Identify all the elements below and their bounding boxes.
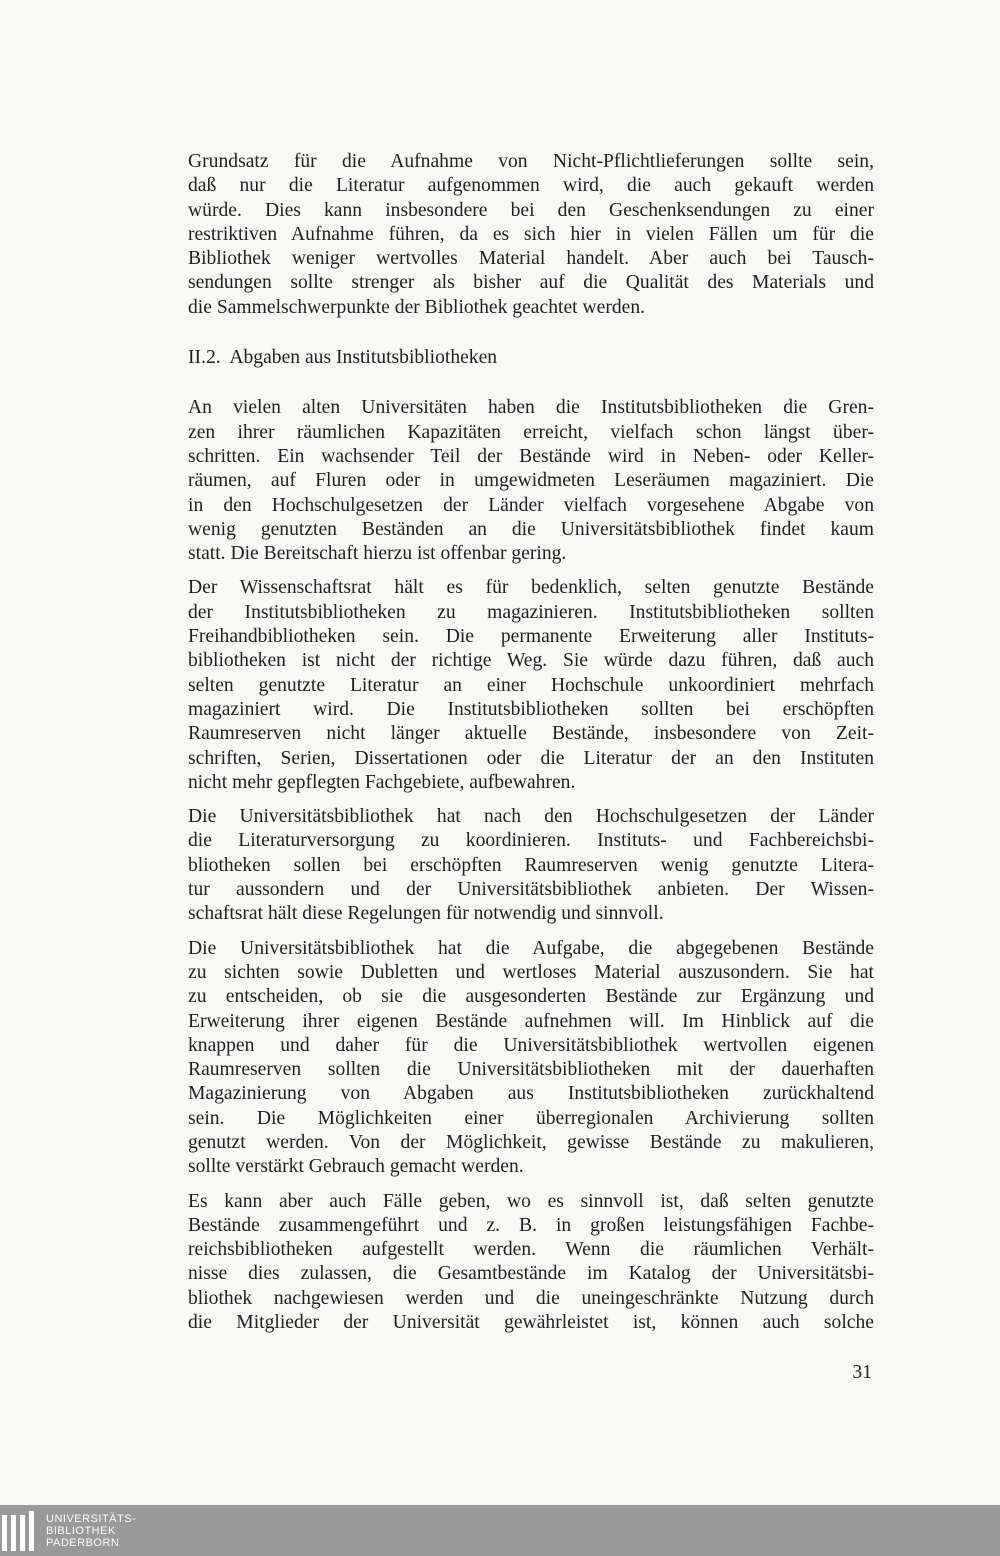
text-line: schriften, Serien, Dissertationen oder die Literatur der an den Instituten	[188, 747, 874, 769]
text-line: zu sichten sowie Dubletten und wertloses Material auszusondern. Sie hat	[188, 961, 874, 983]
text-line: Raumreserven sollten die Universitätsbibliotheken mit der dauerhaften	[188, 1059, 874, 1081]
text-line: nisse dies zulassen, die Gesamtbestände im Katalog der Universitätsbi-	[188, 1263, 874, 1285]
logo-line: UNIVERSITÄTS-	[46, 1512, 137, 1525]
text-line: wenig genutzten Beständen an die Universitätsbibliothek findet kaum	[188, 518, 874, 540]
library-logo-text	[46, 1513, 136, 1549]
text-line: knappen und daher für die Universitätsbibliothek wertvollen eigenen	[188, 1034, 874, 1056]
text-line: Freihandbibliotheken sein. Die permanente Erweiterung aller Instituts-	[188, 626, 874, 648]
text-line: zu entscheiden, ob sie die ausgesonderten Bestände zur Ergänzung und	[188, 986, 874, 1008]
paragraph-4	[188, 805, 874, 926]
text-line: sollte verstärkt Gebrauch gemacht werden.	[188, 1156, 524, 1178]
text-line: die Literaturversorgung zu koordinieren. Instituts- und Fachbereichsbi-	[188, 830, 874, 852]
text-line: bliothek nachgewiesen werden und die uneingeschränkte Nutzung durch	[188, 1287, 874, 1309]
text-line: zen ihrer räumlichen Kapazitäten erreicht, vielfach schon längst über-	[188, 421, 874, 443]
text-column	[188, 150, 874, 1335]
logo-line: BIBLIOTHEK	[46, 1524, 116, 1537]
library-logo-bars-icon	[2, 1511, 38, 1551]
text-line: würde. Dies kann insbesondere bei den Geschenksendungen zu einer	[188, 199, 874, 221]
paragraph-3	[188, 576, 874, 795]
text-line: nicht mehr gepflegten Fachgebiete, aufbewahren.	[188, 771, 576, 793]
text-line: bibliotheken ist nicht der richtige Weg. Sie würde dazu führen, daß auch	[188, 650, 874, 672]
text-line: Bibliothek weniger wertvolles Material handelt. Aber auch bei Tausch-	[188, 248, 874, 270]
text-line: Grundsatz für die Aufnahme von Nicht-Pflichtlieferungen sollte sein,	[188, 151, 874, 172]
text-line: Magazinierung von Abgaben aus Institutsbibliotheken zurückhaltend	[188, 1083, 874, 1105]
text-line: schritten. Ein wachsender Teil der Bestände wird in Neben- oder Keller-	[188, 445, 874, 467]
section-heading: II.2. Abgaben aus Institutsbibliotheken	[188, 347, 498, 369]
text-line: Erweiterung ihrer eigenen Bestände aufnehmen will. Im Hinblick auf die	[188, 1010, 874, 1032]
paragraph-6	[188, 1190, 874, 1336]
text-line: restriktiven Aufnahme führen, da es sich hier in vielen Fällen um für die	[188, 223, 874, 245]
text-line: reichsbibliotheken aufgestellt werden. Wenn die räumlichen Verhält-	[188, 1239, 874, 1261]
text-line: schaftsrat hält diese Regelungen für notwendig und sinnvoll.	[188, 903, 664, 925]
text-line: Der Wissenschaftsrat hält es für bedenklich, selten genutzte Bestände	[188, 577, 874, 599]
page-number: 31	[852, 1362, 872, 1383]
text-line: Bestände zusammengeführt und z. B. in großen leistungsfähigen Fachbe-	[188, 1214, 874, 1236]
text-line: genutzt werden. Von der Möglichkeit, gewisse Bestände zu makulieren,	[188, 1131, 874, 1153]
library-footer-bar	[0, 1505, 1000, 1556]
text-line: statt. Die Bereitschaft hierzu ist offenbar gering.	[188, 543, 567, 565]
text-line: Die Universitätsbibliothek hat nach den Hochschulgesetzen der Länder	[188, 806, 874, 828]
text-line: tur aussondern und der Universitätsbibliothek anbieten. Der Wissen-	[188, 879, 874, 901]
paragraph-1	[188, 150, 874, 320]
text-line: Es kann aber auch Fälle geben, wo es sinnvoll ist, daß selten genutzte	[188, 1190, 874, 1212]
paragraph-5	[188, 937, 874, 1180]
text-line: der Institutsbibliotheken zu magazinieren. Institutsbibliotheken sollten	[188, 601, 874, 623]
logo-line: PADERBORN	[46, 1536, 120, 1549]
text-line: selten genutzte Literatur an einer Hochschule unkoordiniert mehrfach	[188, 674, 874, 696]
text-line: magaziniert wird. Die Institutsbibliotheken sollten bei erschöpften	[188, 698, 874, 720]
text-line: die Mitglieder der Universität gewährleistet ist, können auch solche	[188, 1312, 874, 1334]
text-line: bliotheken sollen bei erschöpften Raumreserven wenig genutzte Litera-	[188, 854, 874, 876]
library-logo	[0, 1505, 136, 1556]
text-line: räumen, auf Fluren oder in umgewidmeten Leseräumen magaziniert. Die	[188, 470, 874, 492]
paragraph-2	[188, 396, 874, 566]
text-line: Die Universitätsbibliothek hat die Aufgabe, die abgegebenen Bestände	[188, 937, 874, 959]
text-line: An vielen alten Universitäten haben die Institutsbibliotheken die Gren-	[188, 397, 874, 419]
text-line: in den Hochschulgesetzen der Länder vielfach vorgesehene Abgabe von	[188, 494, 874, 516]
text-line: Raumreserven nicht länger aktuelle Bestände, insbesondere von Zeit-	[188, 723, 874, 745]
text-line: sein. Die Möglichkeiten einer überregionalen Archivierung sollten	[188, 1107, 874, 1129]
text-line: daß nur die Literatur aufgenommen wird, die auch gekauft werden	[188, 175, 874, 197]
text-line: die Sammelschwerpunkte der Bibliothek geachtet werden.	[188, 296, 646, 318]
text-line: sendungen sollte strenger als bisher auf die Qualität des Materials und	[188, 272, 874, 294]
